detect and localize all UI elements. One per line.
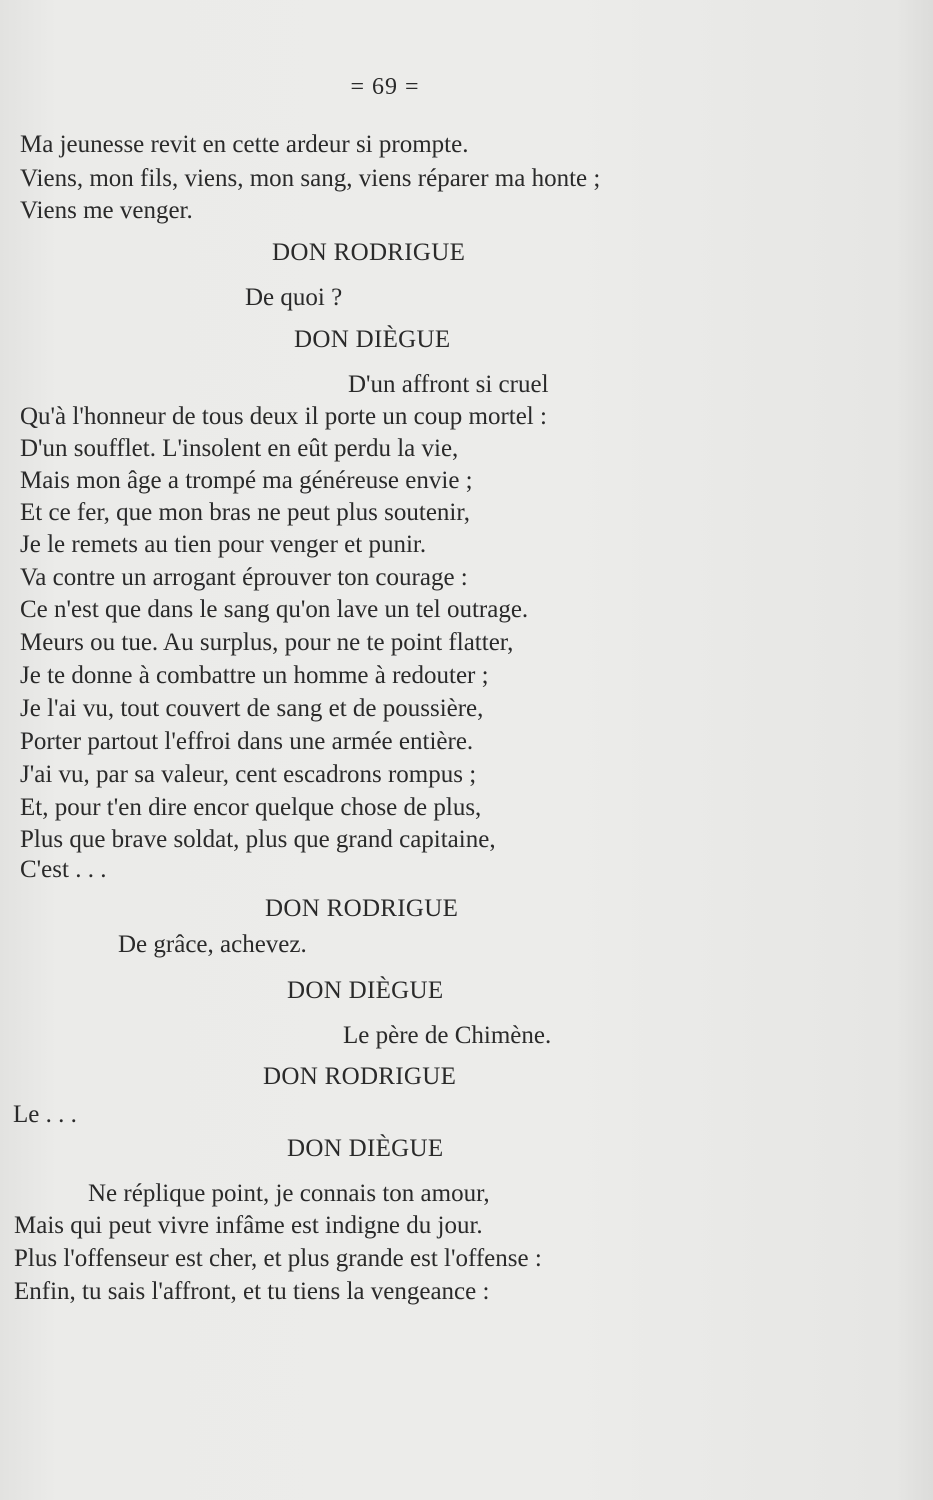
verse-line: Viens, mon fils, viens, mon sang, viens réparer ma honte ;: [20, 165, 601, 192]
verse-line: Mais qui peut vivre infâme est indigne du jour.: [14, 1212, 483, 1239]
verse-line: Ma jeunesse revit en cette ardeur si prompte.: [20, 131, 469, 158]
verse-line: Ce n'est que dans le sang qu'on lave un tel outrage.: [20, 596, 529, 623]
verse-line: Qu'à l'honneur de tous deux il porte un coup mortel :: [20, 403, 547, 430]
verse-line: Plus l'offenseur est cher, et plus grande est l'offense :: [14, 1245, 542, 1272]
verse-line: D'un soufflet. L'insolent en eût perdu la vie,: [20, 435, 459, 462]
verse-line: De grâce, achevez.: [118, 931, 307, 958]
verse-line: C'est . . .: [20, 856, 107, 883]
verse-line: Et ce fer, que mon bras ne peut plus soutenir,: [20, 499, 470, 526]
verse-line: Enfin, tu sais l'affront, et tu tiens la vengeance :: [14, 1278, 490, 1305]
verse-line: Mais mon âge a trompé ma généreuse envie ;: [20, 467, 473, 494]
verse-line: Je l'ai vu, tout couvert de sang et de poussière,: [20, 695, 484, 722]
speaker-name: DON RODRIGUE: [263, 1063, 457, 1090]
verse-line: J'ai vu, par sa valeur, cent escadrons rompus ;: [20, 761, 477, 788]
verse-line: D'un affront si cruel: [348, 371, 549, 398]
verse-line: Je le remets au tien pour venger et punir.: [20, 531, 427, 558]
verse-line: Je te donne à combattre un homme à redouter ;: [20, 662, 489, 689]
verse-line: Le . . .: [13, 1101, 77, 1128]
page-number: = 69 =: [350, 74, 420, 100]
speaker-name: DON DIÈGUE: [294, 326, 451, 353]
verse-line: Et, pour t'en dire encor quelque chose de plus,: [20, 794, 482, 821]
verse-line: Va contre un arrogant éprouver ton courage :: [20, 564, 468, 591]
verse-line: Le père de Chimène.: [343, 1022, 552, 1049]
verse-line: Plus que brave soldat, plus que grand capitaine,: [20, 826, 496, 853]
speaker-name: DON RODRIGUE: [265, 895, 459, 922]
verse-line: Viens me venger.: [20, 197, 193, 224]
verse-line: Ne réplique point, je connais ton amour,: [88, 1180, 490, 1207]
speaker-name: DON DIÈGUE: [287, 977, 444, 1004]
speaker-name: DON RODRIGUE: [272, 239, 466, 266]
verse-line: De quoi ?: [245, 284, 343, 311]
verse-line: Meurs ou tue. Au surplus, pour ne te point flatter,: [20, 629, 514, 656]
speaker-name: DON DIÈGUE: [287, 1135, 444, 1162]
verse-line: Porter partout l'effroi dans une armée entière.: [20, 728, 474, 755]
